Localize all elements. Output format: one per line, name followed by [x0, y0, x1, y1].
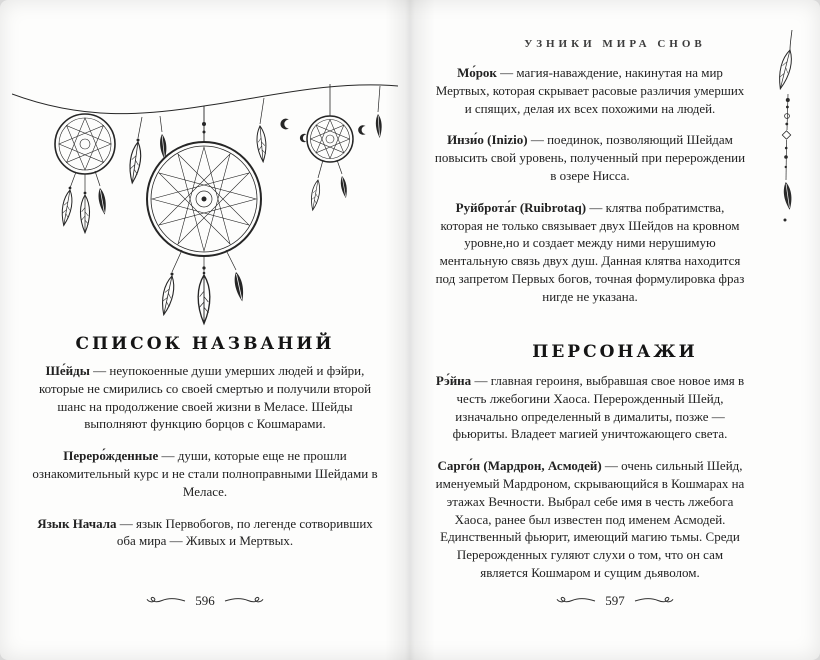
- flourish-icon: [224, 596, 264, 606]
- entry-text: — души, которые еще не прошли ознакомительный курс и не стали полноправными Шейдами в Меласе.: [32, 448, 378, 499]
- flourish-icon: [556, 596, 596, 606]
- entry-term: Язык Начала: [37, 515, 117, 531]
- page-footer-left: [0, 593, 410, 609]
- glossary-entry: [32, 515, 378, 551]
- character-entry: [434, 457, 746, 582]
- section-title-names: СПИСОК НАЗВАНИЙ: [75, 334, 335, 354]
- entry-text: — магия-наваждение, накинутая на мир Мертвых, которая скрывает расовые различия умерших и спящих, делая их всех похожими на людей.: [435, 65, 745, 116]
- running-head: УЗНИКИ МИРА СНОВ: [524, 38, 706, 50]
- dreamcatcher-illustration: [12, 72, 398, 332]
- section-title-characters: ПЕРСОНАЖИ: [532, 342, 698, 362]
- feather-ornament-svg: [762, 30, 812, 240]
- character-entries: [434, 372, 746, 582]
- page-footer-right: [410, 593, 820, 609]
- glossary-entry: [434, 131, 746, 184]
- entry-term: Ше́йды: [45, 363, 90, 378]
- page-right: [410, 0, 820, 660]
- entry-text: — неупокоенные души умерших людей и фэйри, которые не смирились со своей смертью и получили второй шанс на продолжение своей жизни в Меласе. Шейды выполняют функцию борцов с Кошмарами.: [38, 363, 372, 432]
- glossary-entry: [434, 64, 746, 117]
- entry-text: — поединок, позволяющий Шейдам повысить свой уровень, полученный при перерождении в озере Нисса.: [434, 132, 746, 183]
- entry-term: Инзи́о (Inizio): [447, 132, 528, 148]
- glossary-entry: [32, 362, 378, 433]
- entry-text: — очень сильный Шейд, именуемый Мардроном, скрывающийся в Кошмарах на этажах Вечности. Выбрал себе имя в честь лжебога Хаоса, ранее был известен под именем Асмодей. Единственный фьюрит, имеющий магию тьмы. Среди Перерожденных гуляют слухи о том, что он сам является Кошмаром и сущим дьяволом.: [435, 458, 745, 580]
- entry-term: Мо́рок: [457, 65, 497, 80]
- glossary-entries-right: [434, 64, 746, 306]
- flourish-icon: [146, 596, 186, 606]
- entry-text: — язык Первобогов, по легенде сотворивших оба мира — Живых и Мертвых.: [116, 515, 373, 549]
- flourish-icon: [634, 596, 674, 606]
- character-entry: [434, 372, 746, 443]
- glossary-entries-left: [32, 362, 378, 550]
- page-number-right: 597: [605, 593, 625, 608]
- entry-term: Переро́жденные: [63, 448, 159, 464]
- entry-term: Рэ́йна: [435, 373, 472, 388]
- entry-term: Сарго́н (Мардрон, Асмодей): [437, 458, 602, 474]
- glossary-entry: [32, 447, 378, 500]
- entry-text: — клятва побратимства, которая не только связывает двух Шейдов на кровном уровне,но и создает между ними нерушимую ментальную связь двух душ. Данная клятва находится под запретом Первых богов, точная формулировка фраз нигде не указана.: [435, 199, 745, 304]
- feather-beads-ornament: [762, 30, 812, 240]
- entry-term: Руйброта́г (Ruibrotaq): [455, 199, 587, 215]
- dreamcatcher-svg: [12, 72, 398, 332]
- entry-text: — главная героиня, выбравшая свое новое имя в честь лжебогини Хаоса. Перерожденный Шейд, изначально определенный в дималиты, позже — фьюриты. Владеет магией уничтожающего света.: [452, 373, 745, 442]
- glossary-entry: [434, 199, 746, 306]
- page-number-left: 596: [195, 593, 215, 608]
